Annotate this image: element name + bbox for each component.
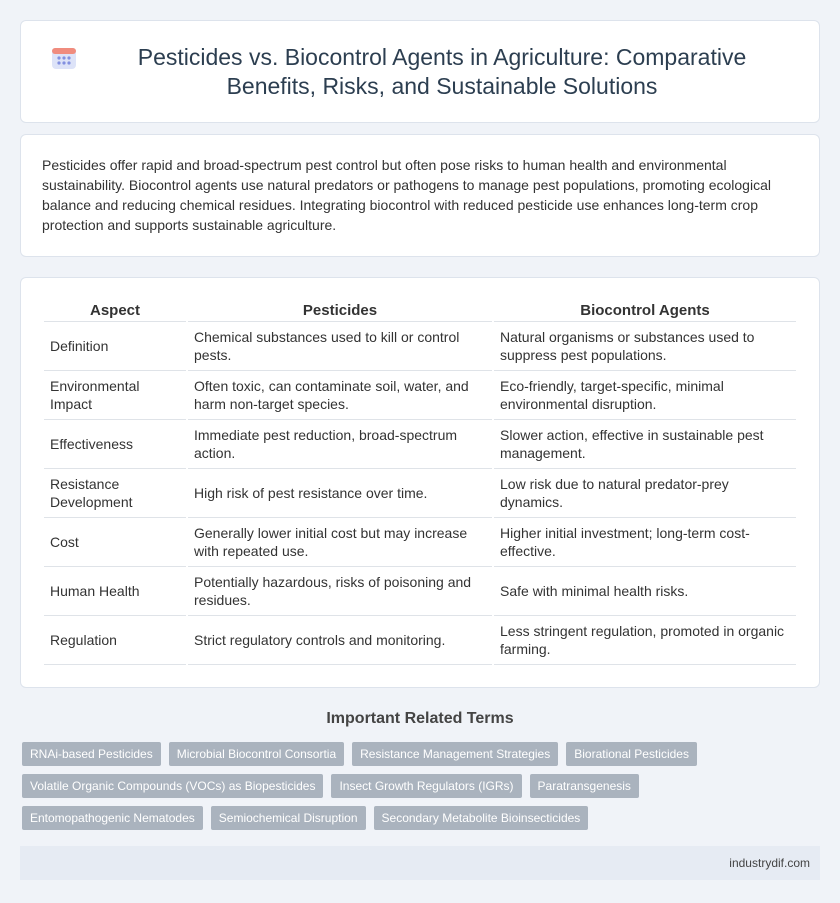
cell-aspect: Cost — [44, 518, 186, 567]
table-row — [44, 420, 796, 469]
cell-pesticides: Often toxic, can contaminate soil, water, and harm non-target species. — [188, 371, 492, 420]
related-term-tag[interactable]: RNAi-based Pesticides — [22, 742, 161, 766]
title-card — [20, 20, 820, 123]
table-header-row — [44, 300, 796, 322]
title-wrap — [51, 43, 789, 101]
cell-pesticides: Immediate pest reduction, broad-spectrum action. — [188, 420, 492, 469]
footer — [20, 846, 820, 880]
related-term-tag[interactable]: Paratransgenesis — [530, 774, 639, 798]
cell-aspect: Environmental Impact — [44, 371, 186, 420]
related-terms-heading: Important Related Terms — [326, 710, 514, 727]
cell-aspect: Definition — [44, 322, 186, 371]
cell-biocontrol: Safe with minimal health risks. — [494, 567, 796, 616]
comparison-table — [42, 300, 798, 665]
related-term-tag[interactable]: Semiochemical Disruption — [211, 806, 366, 830]
header-pesticides: Pesticides — [188, 300, 492, 322]
related-terms-list — [22, 742, 818, 830]
table-row — [44, 518, 796, 567]
related-term-tag[interactable]: Biorational Pesticides — [566, 742, 697, 766]
page-title: Pesticides vs. Biocontrol Agents in Agriculture: Comparative Benefits, Risks, and Sustainable Solutions — [137, 43, 747, 99]
cell-aspect: Effectiveness — [44, 420, 186, 469]
footer-site-link[interactable]: industrydif.com — [729, 856, 810, 870]
table-row — [44, 371, 796, 420]
cell-pesticides: Generally lower initial cost but may increase with repeated use. — [188, 518, 492, 567]
cell-biocontrol: Slower action, effective in sustainable pest management. — [494, 420, 796, 469]
related-term-tag[interactable]: Resistance Management Strategies — [352, 742, 558, 766]
related-term-tag[interactable]: Volatile Organic Compounds (VOCs) as Biopesticides — [22, 774, 323, 798]
related-term-tag[interactable]: Microbial Biocontrol Consortia — [169, 742, 344, 766]
cell-biocontrol: Higher initial investment; long-term cost-effective. — [494, 518, 796, 567]
cell-biocontrol: Eco-friendly, target-specific, minimal environmental disruption. — [494, 371, 796, 420]
table-row — [44, 567, 796, 616]
intro-card — [20, 134, 820, 257]
cell-biocontrol: Low risk due to natural predator-prey dynamics. — [494, 469, 796, 518]
related-term-tag[interactable]: Entomopathogenic Nematodes — [22, 806, 203, 830]
cell-biocontrol: Less stringent regulation, promoted in organic farming. — [494, 616, 796, 665]
cell-pesticides: High risk of pest resistance over time. — [188, 469, 492, 518]
table-row — [44, 322, 796, 371]
related-term-tag[interactable]: Insect Growth Regulators (IGRs) — [331, 774, 521, 798]
cell-aspect: Resistance Development — [44, 469, 186, 518]
intro-paragraph: Pesticides offer rapid and broad-spectrum pest control but often pose risks to human health and environmental sustainability. Biocontrol agents use natural predators or pathogens to manage pest populations, promoting ecological balance and reducing chemical residues. Integrating biocontrol with reduced pesticide use enhances long-term crop protection and supports sustainable agriculture. — [42, 157, 771, 233]
related-term-tag[interactable]: Secondary Metabolite Bioinsecticides — [374, 806, 589, 830]
table-row — [44, 469, 796, 518]
cell-aspect: Human Health — [44, 567, 186, 616]
calendar-grid-icon — [51, 45, 77, 71]
cell-biocontrol: Natural organisms or substances used to suppress pest populations. — [494, 322, 796, 371]
cell-pesticides: Potentially hazardous, risks of poisoning and residues. — [188, 567, 492, 616]
cell-aspect: Regulation — [44, 616, 186, 665]
table-row — [44, 616, 796, 665]
cell-pesticides: Chemical substances used to kill or control pests. — [188, 322, 492, 371]
comparison-table-card — [20, 277, 820, 688]
header-biocontrol: Biocontrol Agents — [494, 300, 796, 322]
cell-pesticides: Strict regulatory controls and monitoring. — [188, 616, 492, 665]
header-aspect: Aspect — [44, 300, 186, 322]
